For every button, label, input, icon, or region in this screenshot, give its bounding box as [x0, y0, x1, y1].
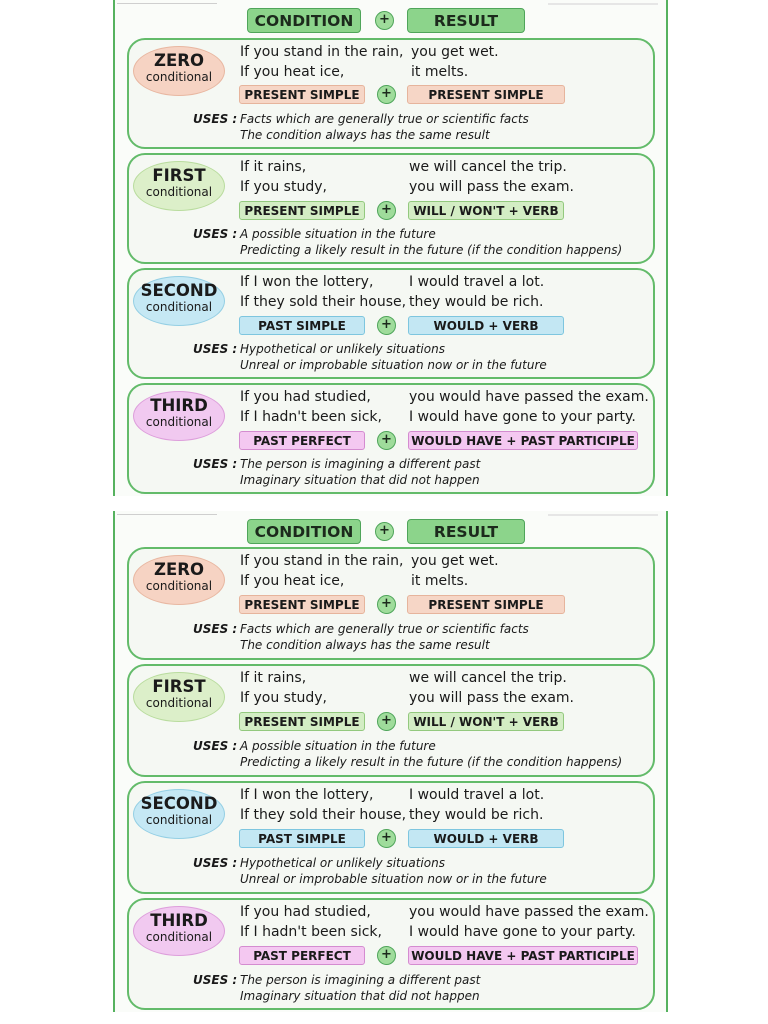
conditional-type: FIRST — [152, 677, 206, 696]
condition-tense-tag: PRESENT SIMPLE — [239, 595, 365, 614]
zero-conditional-label — [133, 46, 225, 96]
result-sentence: they would be rich. — [409, 294, 544, 310]
result-tense-tag: WOULD HAVE + PAST PARTICIPLE — [408, 431, 638, 450]
chart-header — [247, 519, 527, 544]
condition-sentence: If you stand in the rain, — [240, 44, 404, 60]
uses-label: USES : — [193, 622, 238, 636]
condition-sentence: If you study, — [240, 690, 327, 706]
conditional-subtitle: conditional — [145, 300, 213, 314]
use-text: A possible situation in the future — [240, 739, 436, 753]
result-sentence: I would have gone to your party. — [409, 924, 636, 940]
condition-sentence: If I hadn't been sick, — [240, 924, 382, 940]
condition-sentence: If they sold their house, — [240, 294, 407, 310]
condition-tense-tag: PRESENT SIMPLE — [239, 712, 365, 731]
result-header: RESULT — [407, 8, 525, 33]
zero-conditional-label — [133, 555, 225, 605]
result-sentence: you get wet. — [411, 44, 499, 60]
first-conditional-box — [127, 664, 655, 777]
condition-header: CONDITION — [247, 519, 361, 544]
divider — [117, 3, 217, 4]
uses-label: USES : — [193, 227, 238, 241]
uses-label: USES : — [193, 973, 238, 987]
result-sentence: I would travel a lot. — [409, 787, 545, 803]
use-text: The condition always has the same result — [240, 638, 490, 652]
result-sentence: you would have passed the exam. — [409, 904, 649, 920]
condition-sentence: If you had studied, — [240, 389, 371, 405]
result-tense-tag: PRESENT SIMPLE — [407, 595, 565, 614]
plus-icon: + — [377, 946, 396, 965]
conditional-subtitle: conditional — [145, 70, 213, 84]
zero-conditional-box — [127, 547, 655, 660]
condition-header: CONDITION — [247, 8, 361, 33]
result-tense-tag: PRESENT SIMPLE — [407, 85, 565, 104]
use-text: Hypothetical or unlikely situations — [240, 342, 445, 356]
plus-icon: + — [377, 201, 396, 220]
result-sentence: they would be rich. — [409, 807, 544, 823]
conditional-subtitle: conditional — [145, 415, 213, 429]
plus-icon: + — [377, 595, 396, 614]
conditional-type: FIRST — [152, 166, 206, 185]
result-tense-tag: WOULD HAVE + PAST PARTICIPLE — [408, 946, 638, 965]
conditionals-chart-bottom — [113, 511, 668, 1012]
second-conditional-box — [127, 268, 655, 379]
condition-sentence: If you heat ice, — [240, 573, 345, 589]
condition-sentence: If you had studied, — [240, 904, 371, 920]
result-header: RESULT — [407, 519, 525, 544]
divider — [548, 3, 658, 5]
condition-sentence: If it rains, — [240, 670, 307, 686]
plus-icon: + — [377, 316, 396, 335]
third-conditional-box — [127, 898, 655, 1010]
result-sentence: you will pass the exam. — [409, 690, 574, 706]
use-text: The person is imagining a different past — [240, 973, 481, 987]
result-tense-tag: WILL / WON'T + VERB — [408, 201, 564, 220]
result-sentence: you get wet. — [411, 553, 499, 569]
plus-icon: + — [377, 85, 396, 104]
third-conditional-box — [127, 383, 655, 494]
condition-sentence: If I won the lottery, — [240, 274, 374, 290]
second-conditional-label — [133, 789, 225, 839]
condition-sentence: If it rains, — [240, 159, 307, 175]
plus-icon: + — [375, 11, 394, 30]
uses-label: USES : — [193, 342, 238, 356]
use-text: The condition always has the same result — [240, 128, 490, 142]
use-text: Unreal or improbable situation now or in the future — [240, 358, 547, 372]
use-text: Unreal or improbable situation now or in the future — [240, 872, 547, 886]
result-sentence: you will pass the exam. — [409, 179, 574, 195]
condition-sentence: If you heat ice, — [240, 64, 345, 80]
result-sentence: it melts. — [411, 573, 469, 589]
third-conditional-label — [133, 906, 225, 956]
uses-label: USES : — [193, 112, 238, 126]
condition-tense-tag: PRESENT SIMPLE — [239, 201, 365, 220]
condition-tense-tag: PAST SIMPLE — [239, 829, 365, 848]
result-sentence: you would have passed the exam. — [409, 389, 649, 405]
result-sentence: I would travel a lot. — [409, 274, 545, 290]
use-text: Hypothetical or unlikely situations — [240, 856, 445, 870]
conditional-subtitle: conditional — [145, 185, 213, 199]
use-text: Facts which are generally true or scientific facts — [240, 622, 529, 636]
plus-icon: + — [377, 829, 396, 848]
third-conditional-label — [133, 391, 225, 441]
result-sentence: I would have gone to your party. — [409, 409, 636, 425]
second-conditional-box — [127, 781, 655, 894]
conditional-type: THIRD — [150, 396, 208, 415]
use-text: Predicting a likely result in the future (if the condition happens) — [240, 755, 623, 769]
conditional-subtitle: conditional — [145, 579, 213, 593]
conditional-type: SECOND — [140, 281, 218, 300]
condition-tense-tag: PAST PERFECT — [239, 946, 365, 965]
conditional-type: ZERO — [154, 560, 204, 579]
plus-icon: + — [377, 712, 396, 731]
condition-sentence: If they sold their house, — [240, 807, 407, 823]
zero-conditional-box — [127, 38, 655, 149]
use-text: Predicting a likely result in the future (if the condition happens) — [240, 243, 623, 257]
condition-sentence: If you study, — [240, 179, 327, 195]
conditional-type: ZERO — [154, 51, 204, 70]
conditional-subtitle: conditional — [145, 813, 213, 827]
use-text: Imaginary situation that did not happen — [240, 473, 480, 487]
condition-tense-tag: PAST SIMPLE — [239, 316, 365, 335]
conditional-subtitle: conditional — [145, 930, 213, 944]
uses-label: USES : — [193, 457, 238, 471]
chart-header — [247, 8, 527, 33]
uses-label: USES : — [193, 856, 238, 870]
use-text: The person is imagining a different past — [240, 457, 481, 471]
condition-tense-tag: PAST PERFECT — [239, 431, 365, 450]
result-tense-tag: WOULD + VERB — [408, 316, 564, 335]
result-tense-tag: WILL / WON'T + VERB — [408, 712, 564, 731]
condition-sentence: If you stand in the rain, — [240, 553, 404, 569]
divider — [117, 514, 217, 515]
result-sentence: it melts. — [411, 64, 469, 80]
conditionals-chart-top — [113, 0, 668, 496]
first-conditional-label — [133, 672, 225, 722]
condition-sentence: If I hadn't been sick, — [240, 409, 382, 425]
condition-sentence: If I won the lottery, — [240, 787, 374, 803]
first-conditional-box — [127, 153, 655, 264]
divider — [548, 514, 658, 516]
conditional-type: SECOND — [140, 794, 218, 813]
result-sentence: we will cancel the trip. — [409, 159, 567, 175]
conditional-type: THIRD — [150, 911, 208, 930]
result-sentence: we will cancel the trip. — [409, 670, 567, 686]
use-text: Imaginary situation that did not happen — [240, 989, 480, 1003]
plus-icon: + — [377, 431, 396, 450]
use-text: A possible situation in the future — [240, 227, 436, 241]
conditional-subtitle: conditional — [145, 696, 213, 710]
use-text: Facts which are generally true or scientific facts — [240, 112, 529, 126]
uses-label: USES : — [193, 739, 238, 753]
plus-icon: + — [375, 522, 394, 541]
condition-tense-tag: PRESENT SIMPLE — [239, 85, 365, 104]
result-tense-tag: WOULD + VERB — [408, 829, 564, 848]
second-conditional-label — [133, 276, 225, 326]
first-conditional-label — [133, 161, 225, 211]
